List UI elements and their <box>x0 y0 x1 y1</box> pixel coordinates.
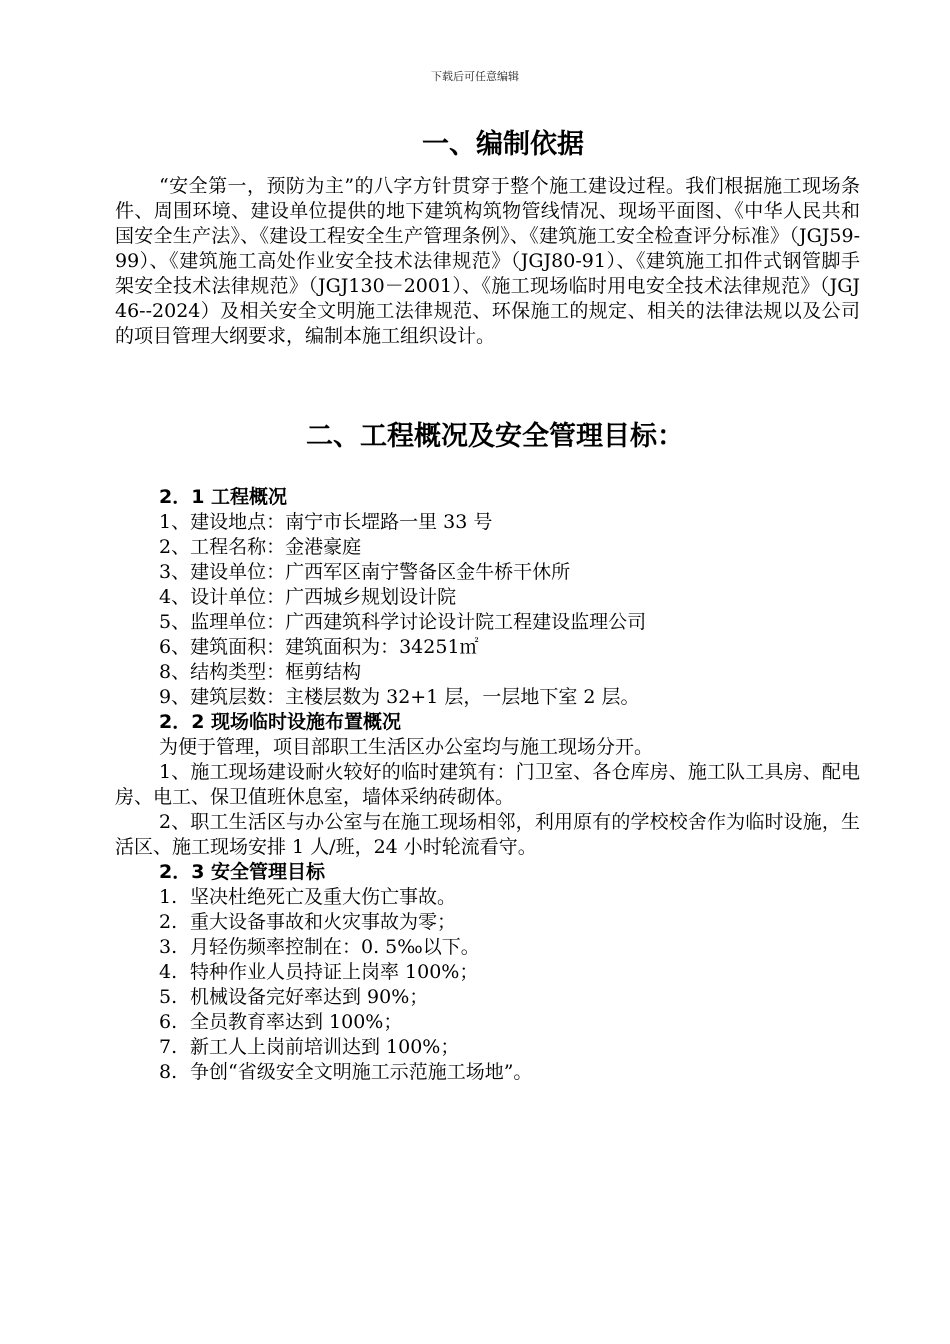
goal-item <box>115 910 860 935</box>
project-item: 5、监理单位：广西建筑科学讨论设计院工程建设监理公司 <box>159 611 647 633</box>
goal-number: 5. <box>159 986 178 1008</box>
goal-text: 争创“省级安全文明施工示范施工场地”。 <box>190 1061 533 1083</box>
goal-number: 8. <box>159 1061 178 1083</box>
section1-body: “安全第一，预防为主”的八字方针贯穿于整个施工建设过程。我们根据施工现场条件、周围环境、建设单位提供的地下建筑构筑物管线情况、现场平面图、《中华人民共和国安全生产法》、《建设工程安全生产管理条例》、《建筑施工安全检查评分标准》（JGJ59-99）、《建筑施工高处作业安全技术法律规范》（JGJ80-91）、《建筑施工扣件式钢管脚手架安全技术法律规范》（JGJ130－2001）、《施工现场临时用电安全技术法律规范》（JGJ 46--2024）及相关安全文明施工法律规范、环保施工的规定、相关的法律法规以及公司的项目管理大纲要求，编制本施工组织设计。 <box>115 175 860 347</box>
goal-text: 重大设备事故和火灾事故为零； <box>190 911 457 933</box>
goal-item <box>115 935 860 960</box>
subsection-2-2-title: 2．2 现场临时设施布置概况 <box>159 711 402 733</box>
subsection-2-3-title: 2．3 安全管理目标 <box>159 861 326 883</box>
facility-intro: 为便于管理，项目部职工生活区办公室均与施工现场分开。 <box>159 736 654 758</box>
header-note: 下载后可任意编辑 <box>431 70 519 83</box>
goal-item <box>115 960 860 985</box>
facility-paragraph: 2、职工生活区与办公室与在施工现场相邻，利用原有的学校校舍作为临时设施，生活区、施工现场安排 1 人/班，24 小时轮流看守。 <box>115 811 860 858</box>
goal-number: 2. <box>159 911 178 933</box>
goal-item <box>115 1010 860 1035</box>
project-item: 2、工程名称：金港豪庭 <box>159 536 362 558</box>
project-item: 8、结构类型：框剪结构 <box>159 661 362 683</box>
project-item: 9、建筑层数：主楼层数为 32+1 层，一层地下室 2 层。 <box>159 686 640 708</box>
project-item: 6、建筑面积：建筑面积为：34251㎡ <box>159 636 479 658</box>
goal-text: 特种作业人员持证上岗率 100%； <box>190 961 479 983</box>
goal-item <box>115 1060 860 1085</box>
project-item: 4、设计单位：广西城乡规划设计院 <box>159 586 457 608</box>
goal-number: 6. <box>159 1011 178 1033</box>
goal-text: 新工人上岗前培训达到 100%； <box>190 1036 460 1058</box>
section2-body <box>115 485 860 1085</box>
goal-number: 3. <box>159 936 178 958</box>
goal-number: 1. <box>159 886 178 908</box>
facility-paragraph: 1、施工现场建设耐火较好的临时建筑有：门卫室、各仓库房、施工队工具房、配电房、电工、保卫值班休息室，墙体采纳砖砌体。 <box>115 761 860 808</box>
goal-text: 月轻伤频率控制在：0. 5‰以下。 <box>190 936 480 958</box>
project-item: 1、建设地点：南宁市长堽路一里 33 号 <box>159 511 493 533</box>
goal-text: 全员教育率达到 100%； <box>190 1011 403 1033</box>
subsection-2-1-title: 2．1 工程概况 <box>159 486 288 508</box>
goal-number: 7. <box>159 1036 178 1058</box>
section1-title: 一、编制依据 <box>422 129 584 160</box>
section2-title: 二、工程概况及安全管理目标： <box>306 421 684 452</box>
goal-item <box>115 885 860 910</box>
goal-number: 4. <box>159 961 178 983</box>
project-item: 3、建设单位：广西军区南宁警备区金牛桥干休所 <box>159 561 571 583</box>
goal-text: 机械设备完好率达到 90%； <box>190 986 429 1008</box>
goal-item <box>115 985 860 1010</box>
goal-item <box>115 1035 860 1060</box>
goal-text: 坚决杜绝死亡及重大伤亡事故。 <box>190 886 457 908</box>
